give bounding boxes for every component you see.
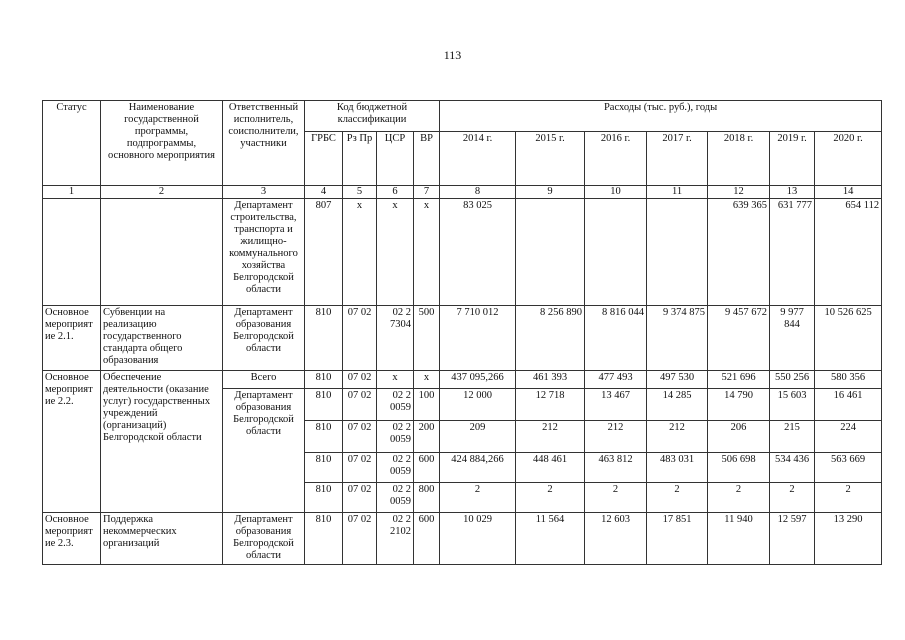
header-year: 2019 г. (770, 132, 815, 186)
header-expenses: Расходы (тыс. руб.), годы (440, 101, 882, 132)
value-cell: 13 290 (815, 513, 882, 565)
vr-cell: 500 (414, 306, 440, 371)
value-cell: 83 025 (440, 199, 516, 306)
column-number: 5 (343, 186, 377, 199)
column-number: 12 (708, 186, 770, 199)
value-cell: 654 112 (815, 199, 882, 306)
value-cell: 461 393 (516, 371, 585, 389)
value-cell: 580 356 (815, 371, 882, 389)
table-row (43, 199, 882, 306)
value-cell: 12 603 (585, 513, 647, 565)
column-number: 7 (414, 186, 440, 199)
column-number: 4 (305, 186, 343, 199)
value-cell: 16 461 (815, 389, 882, 421)
column-number-row (43, 186, 882, 199)
rzpr-cell: х (343, 199, 377, 306)
grbs-cell: 810 (305, 389, 343, 421)
vr-cell: 600 (414, 453, 440, 483)
responsible-cell: Всего (223, 371, 305, 389)
value-cell: 437 095,266 (440, 371, 516, 389)
value-cell: 521 696 (708, 371, 770, 389)
csr-cell: 02 2 0059 (377, 389, 414, 421)
grbs-cell: 810 (305, 306, 343, 371)
value-cell: 11 940 (708, 513, 770, 565)
grbs-cell: 810 (305, 453, 343, 483)
value-cell: 12 000 (440, 389, 516, 421)
value-cell: 11 564 (516, 513, 585, 565)
rzpr-cell: 07 02 (343, 371, 377, 389)
value-cell: 563 669 (815, 453, 882, 483)
value-cell: 2 (815, 483, 882, 513)
name-cell: Субвенции на реализацию государственного стандарта общего образования (101, 306, 223, 371)
vr-cell: 800 (414, 483, 440, 513)
value-cell: 7 710 012 (440, 306, 516, 371)
status-cell: Основное мероприятие 2.3. (43, 513, 101, 565)
header-year: 2015 г. (516, 132, 585, 186)
grbs-cell: 810 (305, 513, 343, 565)
rzpr-cell: 07 02 (343, 483, 377, 513)
csr-cell: 02 2 2102 (377, 513, 414, 565)
value-cell: 448 461 (516, 453, 585, 483)
value-cell: 506 698 (708, 453, 770, 483)
status-cell (43, 199, 101, 306)
value-cell: 2 (440, 483, 516, 513)
value-cell (516, 199, 585, 306)
value-cell: 8 816 044 (585, 306, 647, 371)
grbs-cell: 810 (305, 483, 343, 513)
value-cell: 209 (440, 421, 516, 453)
vr-cell: 100 (414, 389, 440, 421)
value-cell: 463 812 (585, 453, 647, 483)
header-row-1 (43, 101, 882, 132)
header-vr: ВР (414, 132, 440, 186)
value-cell: 224 (815, 421, 882, 453)
value-cell: 2 (585, 483, 647, 513)
value-cell: 17 851 (647, 513, 708, 565)
grbs-cell: 810 (305, 371, 343, 389)
value-cell: 631 777 (770, 199, 815, 306)
value-cell: 13 467 (585, 389, 647, 421)
vr-cell: х (414, 371, 440, 389)
column-number: 6 (377, 186, 414, 199)
header-year: 2020 г. (815, 132, 882, 186)
column-number: 11 (647, 186, 708, 199)
csr-cell: х (377, 199, 414, 306)
header-status: Статус (43, 101, 101, 186)
name-cell: Поддержка некоммерческих организаций (101, 513, 223, 565)
value-cell: 14 790 (708, 389, 770, 421)
page-number: 113 (443, 48, 462, 62)
value-cell: 215 (770, 421, 815, 453)
value-cell: 10 029 (440, 513, 516, 565)
value-cell: 10 526 625 (815, 306, 882, 371)
header-year: 2016 г. (585, 132, 647, 186)
column-number: 14 (815, 186, 882, 199)
responsible-cell: Департамент строительства, транспорта и жилищно-коммунального хозяйства Белгородской области (223, 199, 305, 306)
budget-table (42, 100, 882, 565)
name-cell (101, 199, 223, 306)
value-cell: 2 (770, 483, 815, 513)
column-number: 2 (101, 186, 223, 199)
responsible-cell: Департамент образования Белгородской области (223, 306, 305, 371)
value-cell: 424 884,266 (440, 453, 516, 483)
responsible-cell: Департамент образования Белгородской области (223, 513, 305, 565)
header-year: 2017 г. (647, 132, 708, 186)
csr-cell: 02 2 0059 (377, 453, 414, 483)
csr-cell: 02 2 0059 (377, 421, 414, 453)
value-cell: 534 436 (770, 453, 815, 483)
value-cell: 8 256 890 (516, 306, 585, 371)
value-cell: 15 603 (770, 389, 815, 421)
vr-cell: х (414, 199, 440, 306)
rzpr-cell: 07 02 (343, 421, 377, 453)
value-cell: 2 (516, 483, 585, 513)
header-budget-code: Код бюджетной классификации (305, 101, 440, 132)
table-row (43, 371, 882, 389)
column-number: 3 (223, 186, 305, 199)
value-cell: 550 256 (770, 371, 815, 389)
name-cell: Обеспечение деятельности (оказание услуг) государственных учреждений (организаций) Белгородской области (101, 371, 223, 513)
value-cell: 497 530 (647, 371, 708, 389)
value-cell: 212 (585, 421, 647, 453)
header-rzpr: Рз Пр (343, 132, 377, 186)
value-cell: 12 597 (770, 513, 815, 565)
csr-cell: 02 2 7304 (377, 306, 414, 371)
grbs-cell: 807 (305, 199, 343, 306)
value-cell: 12 718 (516, 389, 585, 421)
table-row (43, 513, 882, 565)
grbs-cell: 810 (305, 421, 343, 453)
value-cell (647, 199, 708, 306)
column-number: 1 (43, 186, 101, 199)
table-row (43, 306, 882, 371)
rzpr-cell: 07 02 (343, 513, 377, 565)
value-cell: 206 (708, 421, 770, 453)
column-number: 10 (585, 186, 647, 199)
header-responsible: Ответственный исполнитель, соисполнители, участники (223, 101, 305, 186)
status-cell: Основное мероприятие 2.2. (43, 371, 101, 513)
header-csr: ЦСР (377, 132, 414, 186)
csr-cell: х (377, 371, 414, 389)
value-cell: 14 285 (647, 389, 708, 421)
value-cell: 9 374 875 (647, 306, 708, 371)
column-number: 8 (440, 186, 516, 199)
vr-cell: 200 (414, 421, 440, 453)
value-cell: 212 (647, 421, 708, 453)
value-cell: 483 031 (647, 453, 708, 483)
responsible-cell: Департамент образования Белгородской области (223, 389, 305, 513)
header-grbs: ГРБС (305, 132, 343, 186)
header-year: 2018 г. (708, 132, 770, 186)
column-number: 9 (516, 186, 585, 199)
header-name: Наименование государственной программы, подпрограммы, основного мероприятия (101, 101, 223, 186)
value-cell: 2 (708, 483, 770, 513)
vr-cell: 600 (414, 513, 440, 565)
value-cell: 639 365 (708, 199, 770, 306)
value-cell: 9 457 672 (708, 306, 770, 371)
rzpr-cell: 07 02 (343, 306, 377, 371)
csr-cell: 02 2 0059 (377, 483, 414, 513)
value-cell: 2 (647, 483, 708, 513)
header-year: 2014 г. (440, 132, 516, 186)
rzpr-cell: 07 02 (343, 453, 377, 483)
value-cell (585, 199, 647, 306)
value-cell: 9 977 844 (770, 306, 815, 371)
status-cell: Основное мероприятие 2.1. (43, 306, 101, 371)
value-cell: 212 (516, 421, 585, 453)
rzpr-cell: 07 02 (343, 389, 377, 421)
value-cell: 477 493 (585, 371, 647, 389)
column-number: 13 (770, 186, 815, 199)
